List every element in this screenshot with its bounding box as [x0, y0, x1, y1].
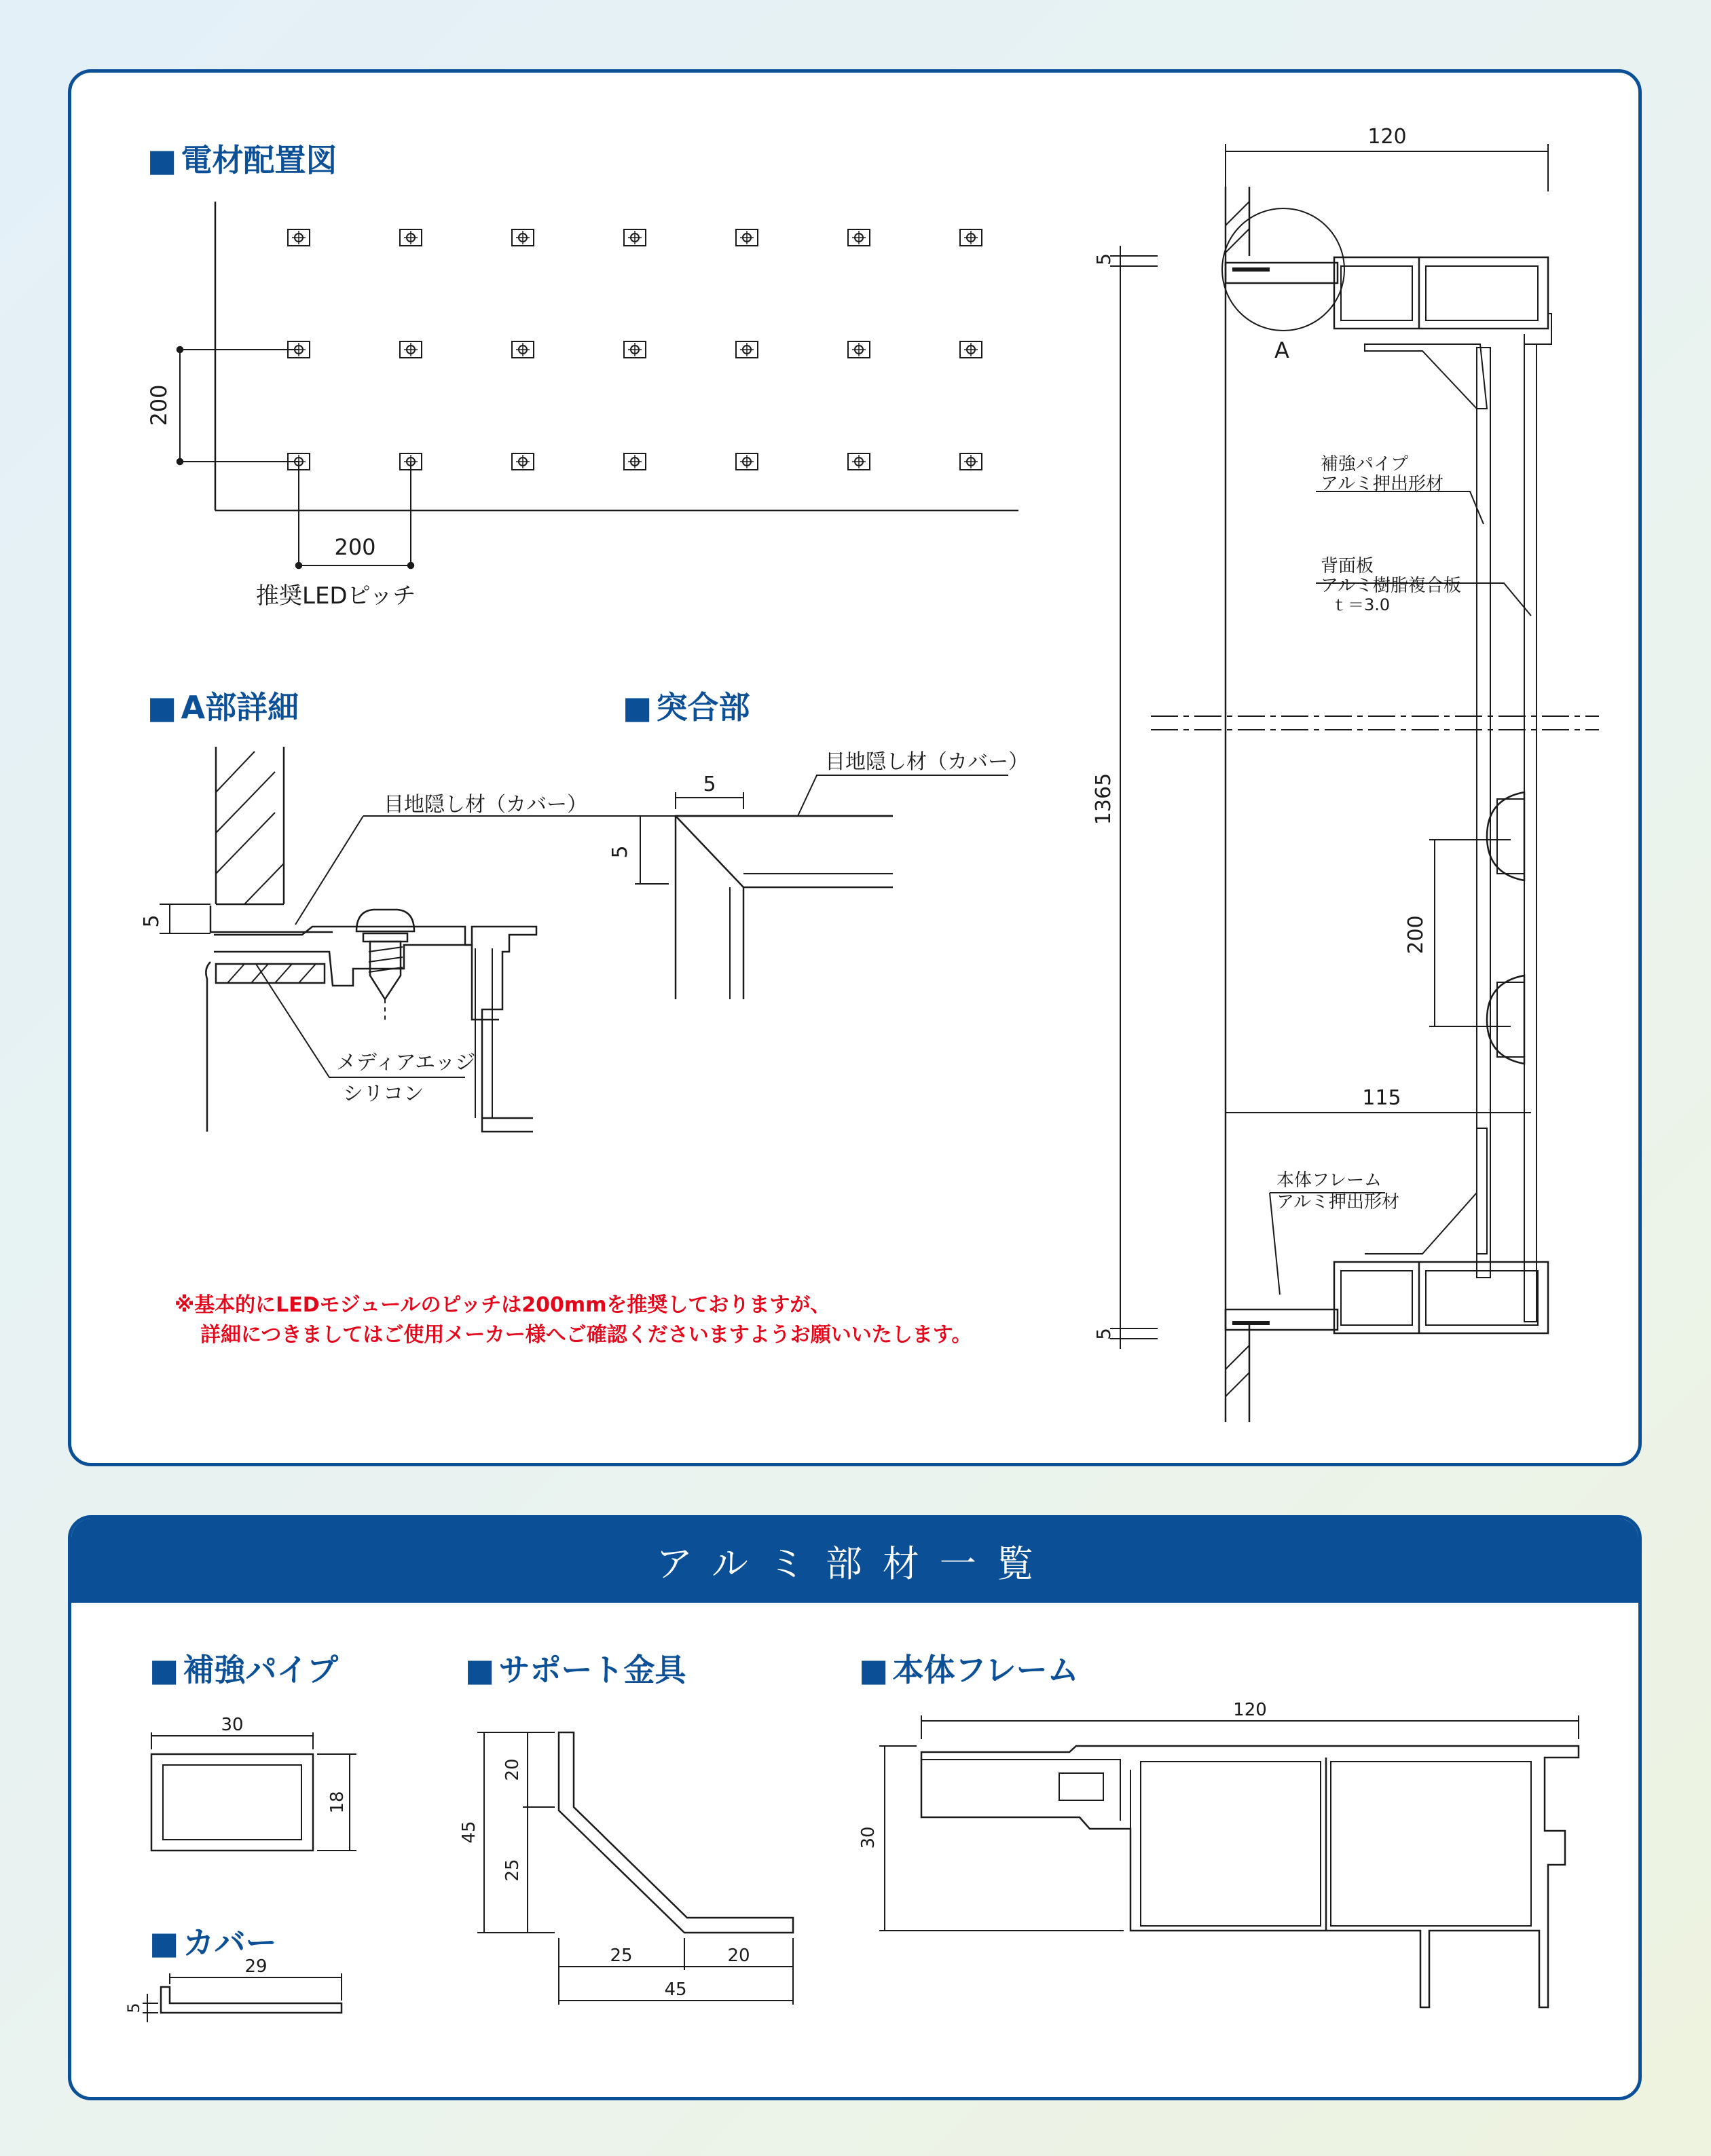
led-module [288, 229, 310, 246]
dim-led-pitch-200: 200 [1404, 915, 1428, 954]
led-module [736, 341, 758, 358]
led-module [960, 453, 982, 470]
dim-115: 115 [1362, 1086, 1401, 1110]
detail-a-title: ■ A部詳細 [147, 692, 299, 723]
cover-title: ■ カバー [149, 1927, 276, 1958]
led-module [960, 341, 982, 358]
support-dim-45v: 45 [459, 1821, 479, 1844]
cover-profile [124, 1956, 342, 2022]
pipe-title: ■ 補強パイプ [149, 1654, 338, 1686]
parts-canvas [71, 1519, 1638, 2097]
pipe-profile [151, 1715, 356, 1851]
layout-title: ■ 電材配置図 [147, 145, 337, 176]
led-module [736, 453, 758, 470]
back-label-3: ｔ＝3.0 [1331, 595, 1391, 614]
led-module-grid [288, 229, 982, 470]
pipe-label-2: アルミ押出形材 [1321, 474, 1443, 494]
parts-panel [68, 1515, 1642, 2100]
back-label-1: 背面板 [1321, 556, 1374, 576]
support-title: ■ サポート金具 [465, 1654, 686, 1686]
joint-dim-h: 5 [703, 773, 716, 796]
support-profile [459, 1732, 793, 2005]
drawing-canvas [71, 73, 1638, 1463]
led-module [400, 229, 422, 246]
cover-dim-h: 5 [124, 2003, 143, 2013]
detail-a-diagram [140, 747, 682, 1132]
marker-a: A [1274, 337, 1289, 363]
joint-cover-label: 目地隠し材（カバー） [825, 750, 1029, 774]
led-section-lower [1487, 975, 1524, 1064]
pitch-label: 推奨LEDピッチ [256, 582, 416, 610]
support-dim-45h: 45 [664, 1980, 687, 2000]
back-label-2: アルミ樹脂複合板 [1321, 576, 1461, 596]
support-dim-20v: 20 [502, 1758, 523, 1781]
led-module [736, 229, 758, 246]
support-dim-25v: 25 [502, 1859, 523, 1882]
note-line-2: 詳細につきましてはご使用メーカー様へご確認くださいますようお願いいたします。 [200, 1323, 972, 1347]
joint-title: ■ 突合部 [623, 692, 750, 723]
drawing-panel [68, 69, 1642, 1466]
dim-vertical-200: 200 [146, 384, 172, 426]
joint-diagram [608, 750, 1029, 999]
led-module [624, 341, 646, 358]
led-module [960, 229, 982, 246]
detail-a-dim-5: 5 [140, 914, 164, 928]
led-module [848, 453, 870, 470]
support-dim-25h: 25 [610, 1946, 633, 1966]
dim-height-1365: 1365 [1092, 773, 1116, 825]
led-module [400, 341, 422, 358]
parts-banner: アルミ部材一覧 [71, 1519, 1638, 1603]
frame-title: ■ 本体フレーム [859, 1654, 1079, 1686]
pipe-label-1: 補強パイプ [1321, 454, 1409, 475]
support-dim-20h: 20 [727, 1946, 750, 1966]
led-module [624, 229, 646, 246]
frame-profile [858, 1700, 1579, 2007]
frame-dim-h: 30 [858, 1826, 879, 1849]
cover-label: 目地隠し材（カバー） [384, 793, 587, 817]
dim-horizontal-200: 200 [334, 534, 376, 560]
media-edge-label: メディアエッジ [336, 1051, 476, 1075]
frame-label-2: アルミ押出形材 [1276, 1192, 1399, 1212]
led-module [512, 341, 534, 358]
led-module [848, 229, 870, 246]
led-module [512, 229, 534, 246]
dim-width-120: 120 [1367, 125, 1407, 149]
led-module [512, 453, 534, 470]
led-layout-diagram [146, 202, 1018, 610]
led-section-upper [1487, 792, 1524, 880]
frame-label-1: 本体フレーム [1276, 1170, 1382, 1191]
top-frame-section [1226, 257, 1551, 344]
pipe-dim-h: 18 [327, 1791, 348, 1814]
note-line-1: ※基本的にLEDモジュールのピッチは200mmを推奨しておりますが、 [174, 1293, 831, 1317]
pipe-dim-w: 30 [221, 1715, 244, 1735]
led-module [624, 453, 646, 470]
cover-dim-w: 29 [244, 1956, 268, 1977]
led-module [848, 341, 870, 358]
section-view-diagram [1092, 125, 1599, 1422]
dim-bottom-5: 5 [1092, 1328, 1115, 1340]
joint-dim-v: 5 [608, 845, 632, 859]
dim-top-5: 5 [1092, 253, 1115, 265]
frame-dim-w: 120 [1233, 1700, 1267, 1720]
silicone-label: シリコン [343, 1082, 424, 1106]
